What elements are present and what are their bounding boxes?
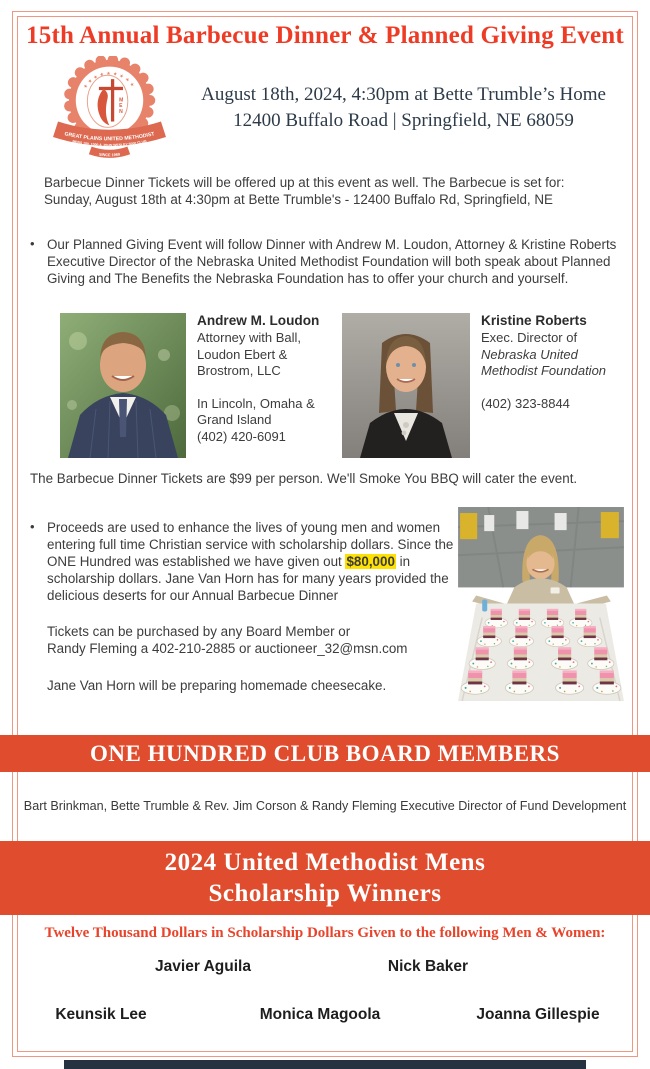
- speaker-role: Exec. Director of: [481, 330, 578, 345]
- board-members-list: Bart Brinkman, Bette Trumble & Rev. Jim Corson & Randy Fleming Executive Director of Fund Development: [23, 799, 627, 813]
- intro-line1: Barbecue Dinner Tickets will be offered up at this event as well. The Barbecue is set for:: [44, 175, 565, 190]
- bullet-dot: •: [30, 519, 35, 534]
- badge-men-n: N: [119, 108, 123, 115]
- club-badge-logo: [42, 56, 177, 162]
- speaker-location: In Lincoln, Omaha &: [197, 395, 315, 411]
- tickets-purchase-info: [47, 623, 461, 657]
- footer-bar: [64, 1060, 586, 1069]
- planned-giving-bullet: Our Planned Giving Event will follow Dinner with Andrew M. Loudon, Attorney & Kristine Roberts Executive Director of the Nebraska United Methodist Foundation will both speak about Planned Giving and The Benefits the Nebraska Foundation has to offer your church and yourself.: [47, 237, 617, 286]
- speaker-location: Grand Island: [197, 412, 272, 427]
- winner-name: Joanna Gillespie: [476, 1006, 600, 1023]
- speaker-name: Kristine Roberts: [481, 313, 587, 328]
- speaker-role: Brostrom, LLC: [197, 363, 281, 378]
- winner-name: Javier Aguila: [155, 958, 251, 975]
- kristine-roberts-photo: [342, 313, 470, 458]
- dessert-table-photo: [458, 507, 624, 701]
- event-address-line: 12400 Buffalo Road | Springfield, NE 68059: [233, 110, 574, 131]
- speaker-org: Nebraska United: [481, 346, 578, 362]
- speaker-phone: (402) 420-6091: [197, 428, 286, 444]
- speaker-role: Loudon Ebert &: [197, 346, 288, 362]
- winner-name: Nick Baker: [387, 958, 469, 975]
- speaker-name: Andrew M. Loudon: [197, 313, 320, 328]
- event-details: [185, 82, 622, 134]
- badge-icon: [42, 56, 177, 162]
- board-members-banner: ONE HUNDRED CLUB BOARD MEMBERS: [0, 735, 650, 772]
- bullet-dot: •: [30, 236, 35, 251]
- badge-men-e: E: [119, 103, 123, 110]
- intro-line2: Sunday, August 18th at 4:30pm at Bette Trumble's - 12400 Buffalo Rd, Springfield, NE: [44, 192, 553, 207]
- badge-men-m: M: [119, 97, 124, 104]
- highlighted-amount: $80,000: [346, 554, 395, 569]
- proceeds-text: in scholarship dollars. Jane Van Horn has for many years provided the delicious deserts for our Annual Barbecue Dinner: [47, 554, 449, 603]
- kristine-roberts-bio: [481, 313, 641, 412]
- scholarship-intro: Twelve Thousand Dollars in Scholarship Dollars Given to the following Men & Women:: [44, 925, 606, 941]
- intro-paragraph: [44, 174, 626, 208]
- andrew-loudon-bio: [197, 313, 343, 445]
- badge-arc-line3: SINCE 1969: [98, 152, 121, 158]
- andrew-loudon-photo: [60, 313, 186, 458]
- winner-name: Keunsik Lee: [55, 1006, 147, 1023]
- speaker-phone: (402) 323-8844: [481, 395, 570, 411]
- scholarship-banner-line1: 2024 United Methodist Mens: [164, 849, 486, 876]
- proceeds-text: Proceeds are used to enhance the lives of young men and women entering full time Christian service with scholarship dollars. Since the ONE Hundred was established we have given out: [47, 520, 454, 569]
- event-date-line: August 18th, 2024, 4:30pm at Bette Trumble’s Home: [201, 84, 606, 105]
- tickets-line1: Tickets can be purchased by any Board Member or: [47, 624, 351, 639]
- ticket-price-line: The Barbecue Dinner Tickets are $99 per person. We'll Smoke You BBQ will cater the event.: [30, 471, 578, 486]
- winner-name: Monica Magoola: [259, 1006, 381, 1023]
- proceeds-bullet: [47, 519, 461, 604]
- speaker-org: Methodist Foundation: [481, 363, 607, 378]
- speaker-role: Attorney with Ball,: [197, 330, 302, 345]
- scholarship-banner: [0, 841, 650, 915]
- scholarship-banner-line2: Scholarship Winners: [208, 880, 442, 907]
- badge-stars: ★★★★★★★★★: [83, 71, 136, 91]
- tickets-line2: Randy Fleming a 402-210-2885 or auctioneer_32@msn.com: [47, 641, 408, 656]
- cheesecake-line: Jane Van Horn will be preparing homemade cheesecake.: [47, 678, 387, 693]
- badge-arc-line2: MENS 100, 1000 & JOHN WESLEY 5000 CLUB: [72, 139, 147, 148]
- page-title: 15th Annual Barbecue Dinner & Planned Giving Event: [26, 22, 624, 49]
- badge-arc-line1: GREAT PLAINS UNITED METHODIST: [63, 131, 156, 143]
